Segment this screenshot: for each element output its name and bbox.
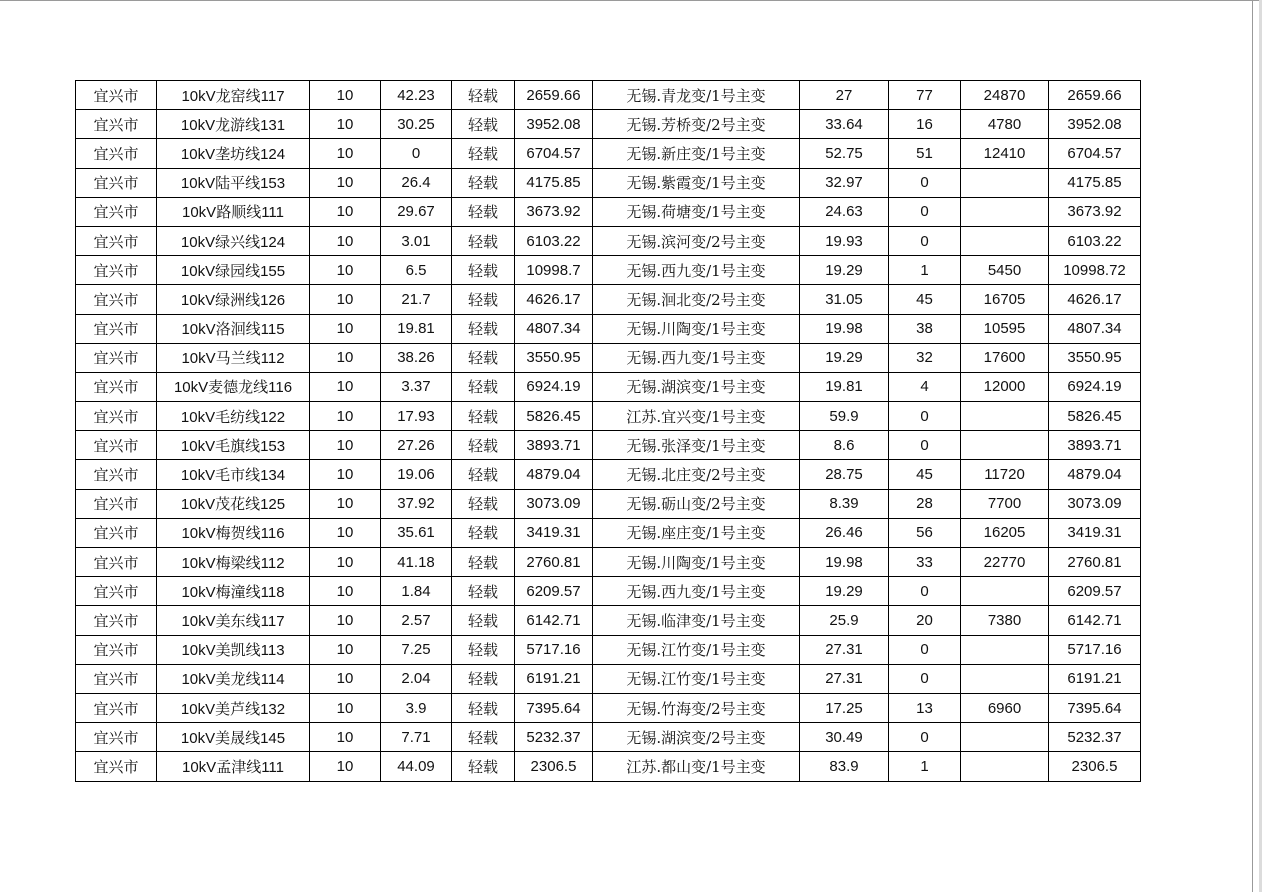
line-name-cell: 10kV梅梁线112: [157, 548, 310, 577]
city-cell: 宜兴市: [76, 197, 157, 226]
load-rate-cell: 3.9: [381, 693, 452, 722]
remaining-capacity-cell: 6704.57: [1049, 139, 1141, 168]
capacity-sum-cell: [961, 577, 1049, 606]
voltage-cell: 10: [310, 460, 381, 489]
voltage-cell: 10: [310, 723, 381, 752]
load-status-cell: 轻载: [452, 285, 515, 314]
load-status-cell: 轻载: [452, 723, 515, 752]
capacity-cell: 6924.19: [515, 372, 593, 401]
substation-transformer-cell: 江苏.都山变/1号主变: [593, 752, 800, 781]
feeder-load-table: [75, 80, 1141, 782]
count-cell: 38: [889, 314, 961, 343]
table-row: [76, 139, 1141, 168]
load-rate-cell: 30.25: [381, 110, 452, 139]
capacity-cell: 2760.81: [515, 548, 593, 577]
capacity-cell: 6103.22: [515, 226, 593, 255]
capacity-cell: 6142.71: [515, 606, 593, 635]
table-row: [76, 372, 1141, 401]
transformer-load-cell: 28.75: [800, 460, 889, 489]
city-cell: 宜兴市: [76, 752, 157, 781]
remaining-capacity-cell: 2760.81: [1049, 548, 1141, 577]
voltage-cell: 10: [310, 81, 381, 110]
voltage-cell: 10: [310, 664, 381, 693]
capacity-sum-cell: 4780: [961, 110, 1049, 139]
transformer-load-cell: 59.9: [800, 402, 889, 431]
remaining-capacity-cell: 3073.09: [1049, 489, 1141, 518]
count-cell: 20: [889, 606, 961, 635]
capacity-sum-cell: 11720: [961, 460, 1049, 489]
remaining-capacity-cell: 6209.57: [1049, 577, 1141, 606]
count-cell: 13: [889, 693, 961, 722]
table-row: [76, 256, 1141, 285]
capacity-sum-cell: 10595: [961, 314, 1049, 343]
substation-transformer-cell: 无锡.荷塘变/1号主变: [593, 197, 800, 226]
city-cell: 宜兴市: [76, 372, 157, 401]
remaining-capacity-cell: 6103.22: [1049, 226, 1141, 255]
line-name-cell: 10kV绿兴线124: [157, 226, 310, 255]
capacity-cell: 10998.7: [515, 256, 593, 285]
load-status-cell: 轻载: [452, 752, 515, 781]
voltage-cell: 10: [310, 431, 381, 460]
city-cell: 宜兴市: [76, 402, 157, 431]
capacity-cell: 4626.17: [515, 285, 593, 314]
line-name-cell: 10kV毛市线134: [157, 460, 310, 489]
transformer-load-cell: 27.31: [800, 635, 889, 664]
line-name-cell: 10kV茂花线125: [157, 489, 310, 518]
substation-transformer-cell: 无锡.洄北变/2号主变: [593, 285, 800, 314]
transformer-load-cell: 52.75: [800, 139, 889, 168]
table-body: [76, 81, 1141, 782]
voltage-cell: 10: [310, 168, 381, 197]
count-cell: 4: [889, 372, 961, 401]
city-cell: 宜兴市: [76, 606, 157, 635]
capacity-sum-cell: 7380: [961, 606, 1049, 635]
remaining-capacity-cell: 3952.08: [1049, 110, 1141, 139]
remaining-capacity-cell: 2659.66: [1049, 81, 1141, 110]
substation-transformer-cell: 无锡.川陶变/1号主变: [593, 548, 800, 577]
capacity-sum-cell: 7700: [961, 489, 1049, 518]
capacity-sum-cell: 5450: [961, 256, 1049, 285]
table-row: [76, 168, 1141, 197]
capacity-sum-cell: [961, 635, 1049, 664]
transformer-load-cell: 24.63: [800, 197, 889, 226]
table-row: [76, 635, 1141, 664]
remaining-capacity-cell: 3419.31: [1049, 518, 1141, 547]
capacity-cell: 3073.09: [515, 489, 593, 518]
table-row: [76, 548, 1141, 577]
count-cell: 45: [889, 460, 961, 489]
capacity-cell: 4807.34: [515, 314, 593, 343]
load-status-cell: 轻载: [452, 372, 515, 401]
load-status-cell: 轻载: [452, 256, 515, 285]
load-rate-cell: 2.57: [381, 606, 452, 635]
capacity-sum-cell: [961, 168, 1049, 197]
page-edge-right: [1252, 0, 1253, 892]
table-row: [76, 577, 1141, 606]
city-cell: 宜兴市: [76, 110, 157, 139]
capacity-sum-cell: [961, 431, 1049, 460]
substation-transformer-cell: 无锡.临津变/1号主变: [593, 606, 800, 635]
city-cell: 宜兴市: [76, 168, 157, 197]
city-cell: 宜兴市: [76, 139, 157, 168]
load-status-cell: 轻载: [452, 635, 515, 664]
table-row: [76, 723, 1141, 752]
city-cell: 宜兴市: [76, 256, 157, 285]
transformer-load-cell: 19.29: [800, 577, 889, 606]
capacity-sum-cell: [961, 226, 1049, 255]
load-rate-cell: 7.25: [381, 635, 452, 664]
city-cell: 宜兴市: [76, 518, 157, 547]
table-row: [76, 314, 1141, 343]
table-row: [76, 518, 1141, 547]
transformer-load-cell: 25.9: [800, 606, 889, 635]
load-rate-cell: 19.06: [381, 460, 452, 489]
load-status-cell: 轻载: [452, 693, 515, 722]
city-cell: 宜兴市: [76, 285, 157, 314]
line-name-cell: 10kV梅贺线116: [157, 518, 310, 547]
city-cell: 宜兴市: [76, 693, 157, 722]
capacity-cell: 5826.45: [515, 402, 593, 431]
city-cell: 宜兴市: [76, 343, 157, 372]
voltage-cell: 10: [310, 752, 381, 781]
transformer-load-cell: 19.29: [800, 343, 889, 372]
remaining-capacity-cell: 10998.72: [1049, 256, 1141, 285]
substation-transformer-cell: 无锡.滨河变/2号主变: [593, 226, 800, 255]
count-cell: 0: [889, 402, 961, 431]
city-cell: 宜兴市: [76, 548, 157, 577]
count-cell: 51: [889, 139, 961, 168]
voltage-cell: 10: [310, 518, 381, 547]
remaining-capacity-cell: 4807.34: [1049, 314, 1141, 343]
load-rate-cell: 1.84: [381, 577, 452, 606]
table-row: [76, 693, 1141, 722]
load-rate-cell: 0: [381, 139, 452, 168]
line-name-cell: 10kV路顺线111: [157, 197, 310, 226]
city-cell: 宜兴市: [76, 81, 157, 110]
voltage-cell: 10: [310, 139, 381, 168]
load-status-cell: 轻载: [452, 197, 515, 226]
load-status-cell: 轻载: [452, 168, 515, 197]
count-cell: 0: [889, 664, 961, 693]
capacity-cell: 3952.08: [515, 110, 593, 139]
remaining-capacity-cell: 7395.64: [1049, 693, 1141, 722]
transformer-load-cell: 31.05: [800, 285, 889, 314]
load-status-cell: 轻载: [452, 226, 515, 255]
load-status-cell: 轻载: [452, 314, 515, 343]
voltage-cell: 10: [310, 548, 381, 577]
load-status-cell: 轻载: [452, 460, 515, 489]
substation-transformer-cell: 江苏.宜兴变/1号主变: [593, 402, 800, 431]
transformer-load-cell: 32.97: [800, 168, 889, 197]
page-edge-top: [0, 0, 1262, 1]
voltage-cell: 10: [310, 285, 381, 314]
load-rate-cell: 3.37: [381, 372, 452, 401]
count-cell: 77: [889, 81, 961, 110]
load-status-cell: 轻载: [452, 577, 515, 606]
remaining-capacity-cell: 6191.21: [1049, 664, 1141, 693]
transformer-load-cell: 27.31: [800, 664, 889, 693]
transformer-load-cell: 8.39: [800, 489, 889, 518]
capacity-cell: 7395.64: [515, 693, 593, 722]
capacity-cell: 5717.16: [515, 635, 593, 664]
capacity-cell: 6191.21: [515, 664, 593, 693]
line-name-cell: 10kV美凯线113: [157, 635, 310, 664]
count-cell: 1: [889, 752, 961, 781]
load-status-cell: 轻载: [452, 110, 515, 139]
table-row: [76, 606, 1141, 635]
load-status-cell: 轻载: [452, 402, 515, 431]
count-cell: 16: [889, 110, 961, 139]
city-cell: 宜兴市: [76, 226, 157, 255]
voltage-cell: 10: [310, 226, 381, 255]
remaining-capacity-cell: 5232.37: [1049, 723, 1141, 752]
voltage-cell: 10: [310, 343, 381, 372]
voltage-cell: 10: [310, 110, 381, 139]
substation-transformer-cell: 无锡.西九变/1号主变: [593, 256, 800, 285]
voltage-cell: 10: [310, 577, 381, 606]
voltage-cell: 10: [310, 402, 381, 431]
remaining-capacity-cell: 6924.19: [1049, 372, 1141, 401]
transformer-load-cell: 83.9: [800, 752, 889, 781]
capacity-sum-cell: [961, 402, 1049, 431]
voltage-cell: 10: [310, 693, 381, 722]
substation-transformer-cell: 无锡.竹海变/2号主变: [593, 693, 800, 722]
load-rate-cell: 6.5: [381, 256, 452, 285]
city-cell: 宜兴市: [76, 635, 157, 664]
line-name-cell: 10kV麦德龙线116: [157, 372, 310, 401]
load-rate-cell: 29.67: [381, 197, 452, 226]
load-rate-cell: 38.26: [381, 343, 452, 372]
line-name-cell: 10kV垄坊线124: [157, 139, 310, 168]
line-name-cell: 10kV绿洲线126: [157, 285, 310, 314]
load-status-cell: 轻载: [452, 431, 515, 460]
transformer-load-cell: 19.81: [800, 372, 889, 401]
remaining-capacity-cell: 5826.45: [1049, 402, 1141, 431]
load-rate-cell: 17.93: [381, 402, 452, 431]
transformer-load-cell: 26.46: [800, 518, 889, 547]
load-status-cell: 轻载: [452, 664, 515, 693]
capacity-cell: 4879.04: [515, 460, 593, 489]
count-cell: 0: [889, 635, 961, 664]
city-cell: 宜兴市: [76, 460, 157, 489]
substation-transformer-cell: 无锡.湖滨变/2号主变: [593, 723, 800, 752]
transformer-load-cell: 30.49: [800, 723, 889, 752]
line-name-cell: 10kV美芦线132: [157, 693, 310, 722]
voltage-cell: 10: [310, 372, 381, 401]
capacity-cell: 2659.66: [515, 81, 593, 110]
capacity-sum-cell: 12410: [961, 139, 1049, 168]
city-cell: 宜兴市: [76, 664, 157, 693]
count-cell: 28: [889, 489, 961, 518]
transformer-load-cell: 19.98: [800, 548, 889, 577]
substation-transformer-cell: 无锡.江竹变/1号主变: [593, 664, 800, 693]
capacity-sum-cell: 24870: [961, 81, 1049, 110]
load-rate-cell: 3.01: [381, 226, 452, 255]
count-cell: 45: [889, 285, 961, 314]
substation-transformer-cell: 无锡.张泽变/1号主变: [593, 431, 800, 460]
capacity-cell: 3550.95: [515, 343, 593, 372]
load-rate-cell: 26.4: [381, 168, 452, 197]
table-row: [76, 197, 1141, 226]
remaining-capacity-cell: 6142.71: [1049, 606, 1141, 635]
line-name-cell: 10kV美东线117: [157, 606, 310, 635]
capacity-sum-cell: 22770: [961, 548, 1049, 577]
load-rate-cell: 21.7: [381, 285, 452, 314]
load-status-cell: 轻载: [452, 343, 515, 372]
capacity-sum-cell: 12000: [961, 372, 1049, 401]
load-rate-cell: 35.61: [381, 518, 452, 547]
table-row: [76, 81, 1141, 110]
table-row: [76, 664, 1141, 693]
substation-transformer-cell: 无锡.湖滨变/1号主变: [593, 372, 800, 401]
capacity-cell: 2306.5: [515, 752, 593, 781]
city-cell: 宜兴市: [76, 314, 157, 343]
load-rate-cell: 7.71: [381, 723, 452, 752]
voltage-cell: 10: [310, 635, 381, 664]
substation-transformer-cell: 无锡.西九变/1号主变: [593, 577, 800, 606]
load-rate-cell: 27.26: [381, 431, 452, 460]
voltage-cell: 10: [310, 489, 381, 518]
capacity-sum-cell: [961, 723, 1049, 752]
line-name-cell: 10kV陆平线153: [157, 168, 310, 197]
substation-transformer-cell: 无锡.江竹变/1号主变: [593, 635, 800, 664]
table-row: [76, 402, 1141, 431]
capacity-sum-cell: [961, 664, 1049, 693]
table-row: [76, 489, 1141, 518]
table-row: [76, 110, 1141, 139]
city-cell: 宜兴市: [76, 489, 157, 518]
substation-transformer-cell: 无锡.北庄变/2号主变: [593, 460, 800, 489]
capacity-cell: 3893.71: [515, 431, 593, 460]
transformer-load-cell: 17.25: [800, 693, 889, 722]
capacity-sum-cell: [961, 197, 1049, 226]
line-name-cell: 10kV毛纺线122: [157, 402, 310, 431]
line-name-cell: 10kV梅潼线118: [157, 577, 310, 606]
remaining-capacity-cell: 4879.04: [1049, 460, 1141, 489]
line-name-cell: 10kV马兰线112: [157, 343, 310, 372]
count-cell: 0: [889, 226, 961, 255]
capacity-cell: 5232.37: [515, 723, 593, 752]
load-rate-cell: 42.23: [381, 81, 452, 110]
line-name-cell: 10kV美龙线114: [157, 664, 310, 693]
voltage-cell: 10: [310, 197, 381, 226]
substation-transformer-cell: 无锡.新庄变/1号主变: [593, 139, 800, 168]
line-name-cell: 10kV毛旗线153: [157, 431, 310, 460]
substation-transformer-cell: 无锡.川陶变/1号主变: [593, 314, 800, 343]
substation-transformer-cell: 无锡.紫霞变/1号主变: [593, 168, 800, 197]
count-cell: 56: [889, 518, 961, 547]
capacity-sum-cell: 16705: [961, 285, 1049, 314]
count-cell: 0: [889, 197, 961, 226]
load-status-cell: 轻载: [452, 518, 515, 547]
substation-transformer-cell: 无锡.西九变/1号主变: [593, 343, 800, 372]
count-cell: 33: [889, 548, 961, 577]
line-name-cell: 10kV孟津线111: [157, 752, 310, 781]
capacity-sum-cell: [961, 752, 1049, 781]
table-row: [76, 460, 1141, 489]
table-row: [76, 752, 1141, 781]
transformer-load-cell: 19.93: [800, 226, 889, 255]
load-status-cell: 轻载: [452, 139, 515, 168]
remaining-capacity-cell: 3673.92: [1049, 197, 1141, 226]
transformer-load-cell: 33.64: [800, 110, 889, 139]
remaining-capacity-cell: 4626.17: [1049, 285, 1141, 314]
load-rate-cell: 44.09: [381, 752, 452, 781]
capacity-cell: 3419.31: [515, 518, 593, 547]
substation-transformer-cell: 无锡.青龙变/1号主变: [593, 81, 800, 110]
remaining-capacity-cell: 3550.95: [1049, 343, 1141, 372]
remaining-capacity-cell: 3893.71: [1049, 431, 1141, 460]
remaining-capacity-cell: 5717.16: [1049, 635, 1141, 664]
count-cell: 0: [889, 168, 961, 197]
count-cell: 32: [889, 343, 961, 372]
capacity-cell: 3673.92: [515, 197, 593, 226]
city-cell: 宜兴市: [76, 723, 157, 752]
count-cell: 1: [889, 256, 961, 285]
line-name-cell: 10kV龙窑线117: [157, 81, 310, 110]
table-row: [76, 343, 1141, 372]
voltage-cell: 10: [310, 314, 381, 343]
table-row: [76, 431, 1141, 460]
count-cell: 0: [889, 723, 961, 752]
load-status-cell: 轻载: [452, 606, 515, 635]
line-name-cell: 10kV洛洄线115: [157, 314, 310, 343]
line-name-cell: 10kV绿园线155: [157, 256, 310, 285]
capacity-sum-cell: 17600: [961, 343, 1049, 372]
substation-transformer-cell: 无锡.芳桥变/2号主变: [593, 110, 800, 139]
line-name-cell: 10kV龙游线131: [157, 110, 310, 139]
substation-transformer-cell: 无锡.砺山变/2号主变: [593, 489, 800, 518]
transformer-load-cell: 27: [800, 81, 889, 110]
load-status-cell: 轻载: [452, 81, 515, 110]
capacity-sum-cell: 6960: [961, 693, 1049, 722]
count-cell: 0: [889, 577, 961, 606]
load-rate-cell: 41.18: [381, 548, 452, 577]
table-row: [76, 226, 1141, 255]
transformer-load-cell: 19.29: [800, 256, 889, 285]
count-cell: 0: [889, 431, 961, 460]
transformer-load-cell: 19.98: [800, 314, 889, 343]
capacity-cell: 6704.57: [515, 139, 593, 168]
remaining-capacity-cell: 4175.85: [1049, 168, 1141, 197]
load-rate-cell: 19.81: [381, 314, 452, 343]
voltage-cell: 10: [310, 606, 381, 635]
table-row: [76, 285, 1141, 314]
line-name-cell: 10kV美晟线145: [157, 723, 310, 752]
load-rate-cell: 2.04: [381, 664, 452, 693]
city-cell: 宜兴市: [76, 577, 157, 606]
substation-transformer-cell: 无锡.座庄变/1号主变: [593, 518, 800, 547]
city-cell: 宜兴市: [76, 431, 157, 460]
transformer-load-cell: 8.6: [800, 431, 889, 460]
load-status-cell: 轻载: [452, 548, 515, 577]
remaining-capacity-cell: 2306.5: [1049, 752, 1141, 781]
voltage-cell: 10: [310, 256, 381, 285]
capacity-cell: 6209.57: [515, 577, 593, 606]
load-status-cell: 轻载: [452, 489, 515, 518]
load-rate-cell: 37.92: [381, 489, 452, 518]
capacity-cell: 4175.85: [515, 168, 593, 197]
capacity-sum-cell: 16205: [961, 518, 1049, 547]
